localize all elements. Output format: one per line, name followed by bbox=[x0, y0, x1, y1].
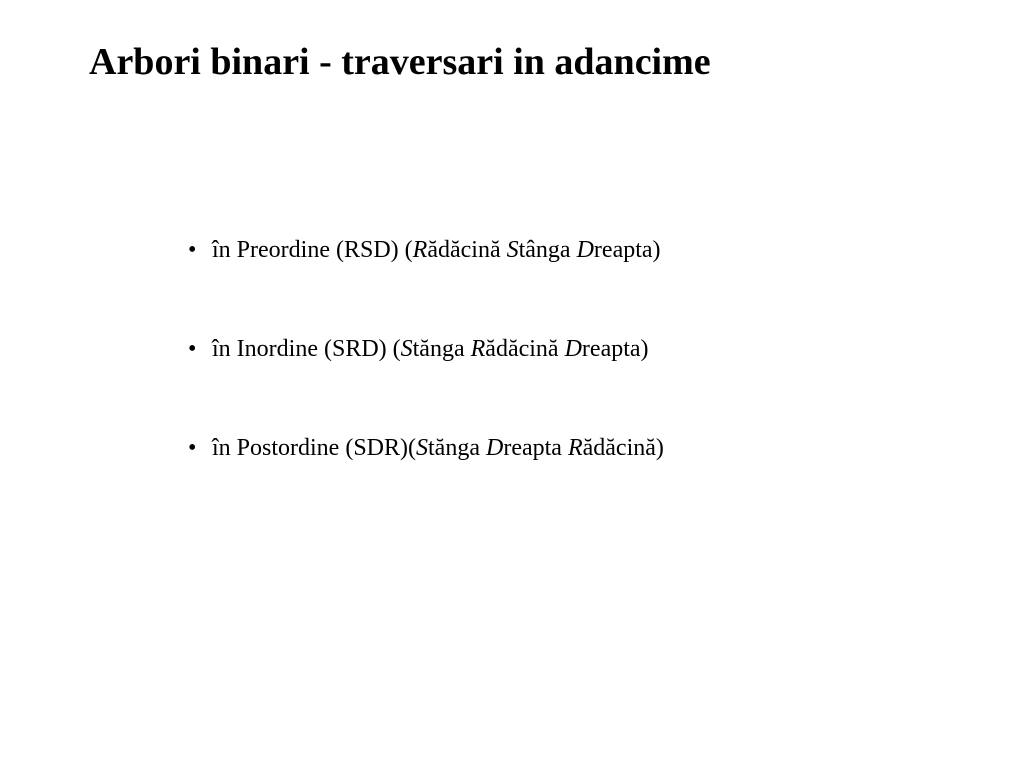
italic-initial: R bbox=[412, 237, 428, 263]
bullet-item-inordine bbox=[183, 327, 664, 371]
bullet-text bbox=[212, 228, 661, 272]
italic-initial: S bbox=[416, 435, 428, 461]
text-segment: în Postordine (SDR)( bbox=[212, 435, 416, 461]
text-segment: ădăcină bbox=[485, 336, 565, 362]
italic-initial: S bbox=[506, 237, 519, 263]
italic-initial: R bbox=[567, 435, 583, 461]
italic-initial: D bbox=[576, 237, 594, 263]
italic-initial: D bbox=[485, 435, 504, 461]
text-segment: reapta bbox=[503, 435, 568, 461]
text-segment: ădăcină bbox=[427, 237, 507, 263]
bullet-icon: • bbox=[188, 435, 197, 461]
bullet-text bbox=[212, 327, 649, 371]
text-segment: în Preordine (RSD) ( bbox=[212, 237, 413, 263]
bullet-item-preordine bbox=[183, 228, 664, 272]
text-segment: ădăcină) bbox=[582, 435, 664, 461]
bullet-list bbox=[183, 228, 664, 470]
italic-initial: D bbox=[564, 336, 582, 362]
slide-title: Arbori binari - traversari in adancime bbox=[89, 41, 711, 83]
italic-initial: S bbox=[400, 336, 413, 362]
bullet-text bbox=[212, 426, 664, 470]
text-segment: reapta) bbox=[581, 336, 649, 362]
bullet-icon: • bbox=[188, 336, 197, 362]
bullet-icon: • bbox=[188, 237, 197, 263]
italic-initial: R bbox=[470, 336, 486, 362]
text-segment: tănga bbox=[412, 336, 471, 362]
text-segment: tânga bbox=[518, 237, 577, 263]
bullet-item-postordine bbox=[183, 426, 664, 470]
text-segment: reapta) bbox=[593, 237, 661, 263]
text-segment: tănga bbox=[428, 435, 486, 461]
text-segment: în Inordine (SRD) ( bbox=[212, 336, 401, 362]
